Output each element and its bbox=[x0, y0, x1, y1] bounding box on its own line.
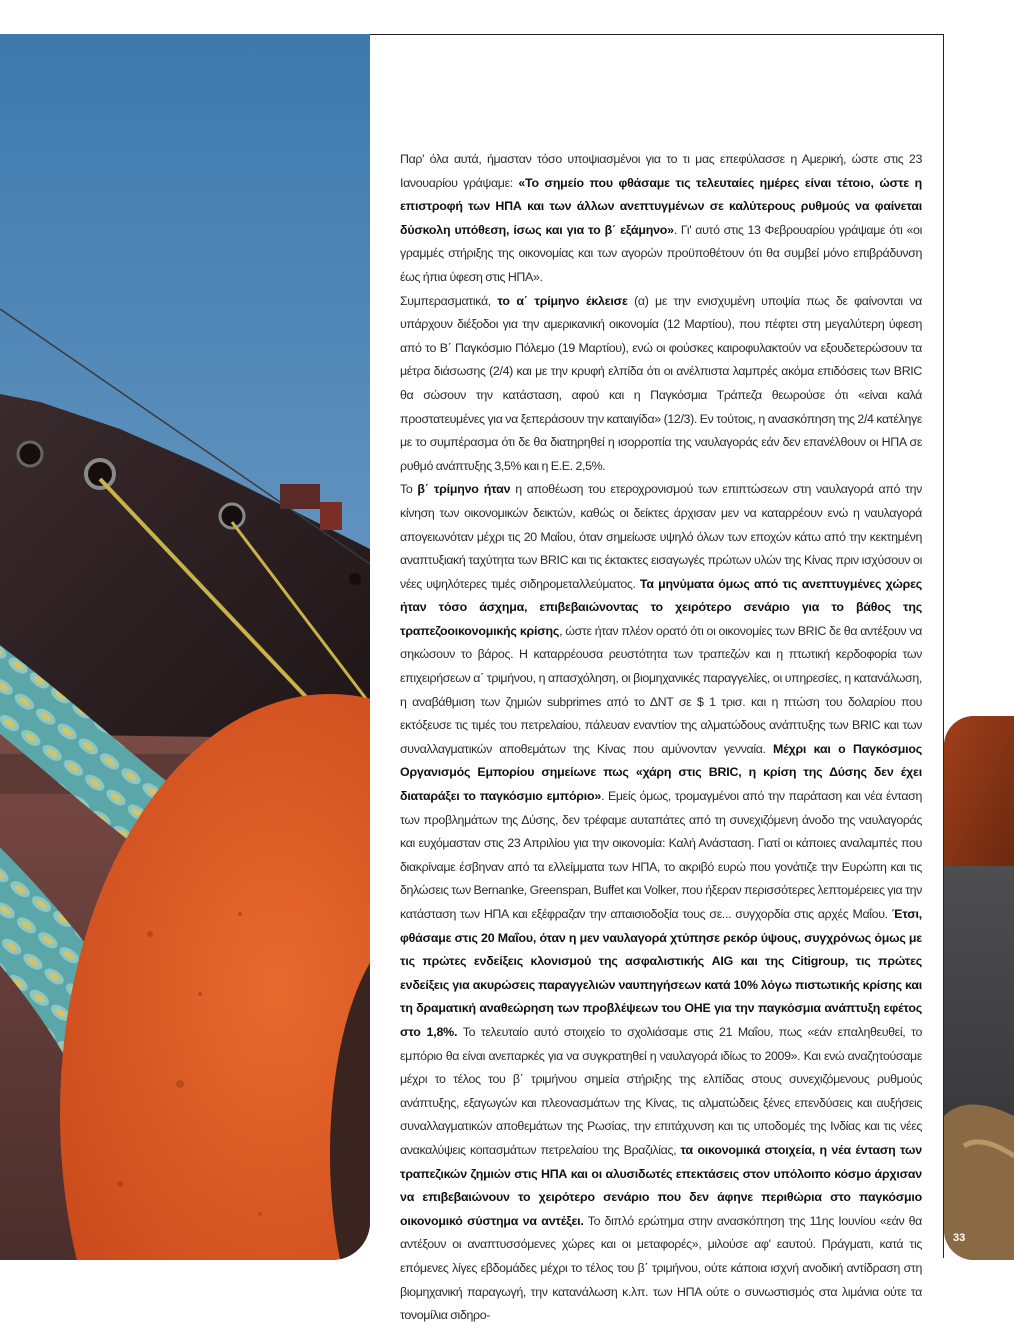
text-run: Το τελευταίο αυτό στοιχείο το σχολιάσαμε στις 21 Μαΐου, πως «εάν επαληθευθεί, το εμπόριο θα είναι ανεπαρκές για να συγκρατηθεί η ναυλαγορά ιδίως το 2009». Και ενώ αναζητούσαμε μέχρι το τέλος του β΄ τριμήνου σημεία στήριξης της ελπίδας στους συνεχιζόμενους ρυθμούς ανάπτυξης, εξαγωγών και πλεονασμάτων της Κίνας, τις αλματώδεις ξένες επενδύσεις και αυξήσεις συναλλαγματικών αποθεμάτων της Ρωσίας, την επιτάχυνση και τις υποδομές της Ινδίας και τις νέες ανακαλύψεις κοιτασμάτων πετρελαίου της Βραζιλίας, bbox=[400, 1024, 922, 1157]
article-body bbox=[400, 148, 922, 1328]
bold-text-run: Τα μηνύματα όμως από τις ανεπτυγμένες χώρες ήταν τόσο άσχημα, επιβεβαιώνοντας το χειρότερο σενάριο για το βάθος της τραπεζοοικονομικής κρίσης bbox=[400, 576, 922, 638]
text-run: . Εμείς όμως, τρομαγμένοι από την παράταση και νέα ένταση των προβλημάτων της Δύσης, δεν τρέφαμε αυταπάτες από τη συνεχιζόμενη άνοδο της ναυλαγοράς και ευχόμασταν στις 23 Απριλίου για την οικονομία: Καλή Ανάσταση. Γιατί οι κάποιες αναλαμπές που διακρίναμε έσβηναν από τα ελλείμματα των ΗΠΑ, το ακριβό ευρώ που γονάτιζε την Ευρώπη και τις δηλώσεις των Bernanke, Greenspan, Buffet και Volker, που ήξεραν περισσότερες λεπτομέρειες για την κατάσταση των ΗΠΑ και εξέφραζαν την απαισιοδοξία τους σε... συγχορδία στις αρχές Μαΐου. bbox=[400, 789, 923, 921]
text-run: . Γι' αυτό στις 13 Φεβρουαρίου γράψαμε ότι «οι γραμμές στήριξης της οικονομίας και των αγορών προϋποθέτουν ότι θα συμβεί μόνο επιβράδυνση έως ήπια ύφεση στις ΗΠΑ». bbox=[400, 222, 923, 284]
bold-text-run: τα οικονομικά στοιχεία, η νέα ένταση των τραπεζικών ζημιών στις ΗΠΑ και οι αλυσιδωτές επεκτάσεις στον υπόλοιπο κόσμο άρχισαν να επιβεβαιώνουν το χειρότερο σενάριο που δεν άφηνε περιθώρια στο παγκόσμιο οικονομικό σύστημα να αντέξει. bbox=[400, 1142, 922, 1228]
paragraph-1 bbox=[400, 148, 922, 290]
bollard-photo bbox=[944, 716, 1014, 1260]
text-run: η αποθέωση του ετεροχρονισμού των επιπτώσεων στη ναυλαγορά από την κίνηση των οικονομικών δεικτών, καθώς οι δείκτες άρχισαν μεν να καταρρέουν ενώ η ναυλαγορά απογειωνόταν μέχρι τις 20 Μαΐου, όταν σημείωσε υψηλό όλων των εποχών κάτω από την κεκτημένη αναπτυξιακή ταχύτητα των BRIC και τις έκτακτες εισαγωγές πρώτων υλών της Κίνας πριν ισχύσουν οι νέες υψηλότερες τιμές σιδηρομεταλλεύματος. bbox=[400, 482, 922, 591]
bold-text-run: Έτσι, φθάσαμε στις 20 Μαΐου, όταν η μεν ναυλαγορά χτύπησε ρεκόρ ύψους, συγχρόνως όμως με τις πρώτες ενδείξεις κλονισμού της ασφαλιστικής AIG και της Citigroup, τις πρώτες ενδείξεις για ακυρώσεις παραγγελιών ναυπηγήσεων κατά 10% λόγω πιστωτικής κρίσης και τη δραματική αναθεώρηση των προβλέψεων του ΟΗΕ για την παγκόσμια ανάπτυξη εφέτος στο 1,8%. bbox=[400, 907, 922, 1039]
text-run: (α) με την ενισχυμένη υποψία πως δε φαίνονται να υπάρχουν διέξοδοι για την αμερικανική οικονομία (12 Μαρτίου), που πέφτει στη μεγαλύτερη ύφεση από το Β΄ Παγκόσμιο Πόλεμο (19 Μαρτίου), ενώ οι φούσκες καιροφυλακτούν να εξουδετερώσουν τα μέτρα διάσωσης (2/4) και με την κρυφή ελπίδα ότι οι ανέλπιστα λαμπρές ακόμα επιδόσεις των BRIC θα σώσουν την κατάσταση, αφού και η Παγκόσμια Τράπεζα θεωρούσε ότι «είναι καλά προστατευμένες για να ξεπεράσουν την καταιγίδα» (12/3). Εν τούτοις, η ανασκόπηση της 2/4 κατέληγε με το συμπέρασμα ότι δε θα διατηρηθεί η ισορροπία της ναυλαγοράς εάν δεν επανέλθουν οι ΗΠΑ σε ρυθμό ανάπτυξης 3,5% και η Ε.Ε. 2,5%. bbox=[400, 293, 922, 473]
text-run: Συμπερασματικά, bbox=[400, 293, 498, 308]
bold-text-run: το α΄ τρίμηνο έκλεισε bbox=[497, 293, 628, 308]
text-run: Το bbox=[400, 482, 418, 497]
text-run: Παρ' όλα αυτά, ήμασταν τόσο υποψιασμένοι για το τι μας επεφύλασσε η Αμερική, ώστε στις 23 Ιανουαρίου γράψαμε: bbox=[400, 152, 922, 190]
text-run: Το διπλό ερώτημα στην ανασκόπηση της 11ης Ιουνίου «εάν θα αντέξουν οι αναπτυσσόμενες χώρες και οι μεταφορές», μιλούσε αφ' εαυτού. Πράγματι, κατά τις επόμενες λίγες εβδομάδες μέχρι το τέλος του β΄ τριμήνου, ούτε κάποια ισχνή ανοδική αντίδραση στη βιομηχανική παραγωγή, την κατανάλωση κ.λπ. των ΗΠΑ ούτε ο συνωστισμός στα λιμάνια ούτε τα τονομίλια σιδηρο- bbox=[400, 1213, 922, 1323]
ship-mooring-photo bbox=[0, 34, 370, 1260]
text-run: , ώστε ήταν πλέον ορατό ότι οι οικονομίες των BRIC δε θα αντέξουν να σηκώσουν το βάρος. Η καταρρέουσα ρευστότητα των τραπεζών και η πτωτική κερδοφορία των επιχειρήσεων α΄ τριμήνου, η απασχόληση, οι βιομηχανικές παραγγελίες, οι υπηρεσίες, η κατανάλωση, η αναβάθμιση των ζημιών subprimes από το ΔΝΤ σε $ 1 τρισ. και η πτώση του δολαρίου που εκτόξευσε τις τιμές του πετρελαίου, πάλευαν εναντίον της αλματώδους ανάπτυξης των BRIC και των συναλλαγματικών αποθεμάτων της Κίνας που αμύνονταν γενναία. bbox=[400, 623, 922, 756]
bold-text-run: «Το σημείο που φθάσαμε τις τελευταίες ημέρες είναι τέτοιο, ώστε η επιστροφή των ΗΠΑ και των άλλων ανεπτυγμένων σε καλύτερους ρυθμούς να φαίνεται δύσκολη υπόθεση, ίσως και για το β΄ εξάμηνο» bbox=[400, 175, 922, 237]
paragraph-3 bbox=[400, 478, 922, 1327]
page-number: 33 bbox=[953, 1232, 966, 1244]
bold-text-run: β΄ τρίμηνο ήταν bbox=[417, 482, 511, 497]
paragraph-2 bbox=[400, 290, 922, 479]
bold-text-run: Μέχρι και ο Παγκόσμιος Οργανισμός Εμπορίου σημείωνε πως «χάρη στις BRIC, η κρίση της Δύσης δεν έχει διαταράξει το παγκόσμιο εμπόριο» bbox=[400, 741, 923, 804]
